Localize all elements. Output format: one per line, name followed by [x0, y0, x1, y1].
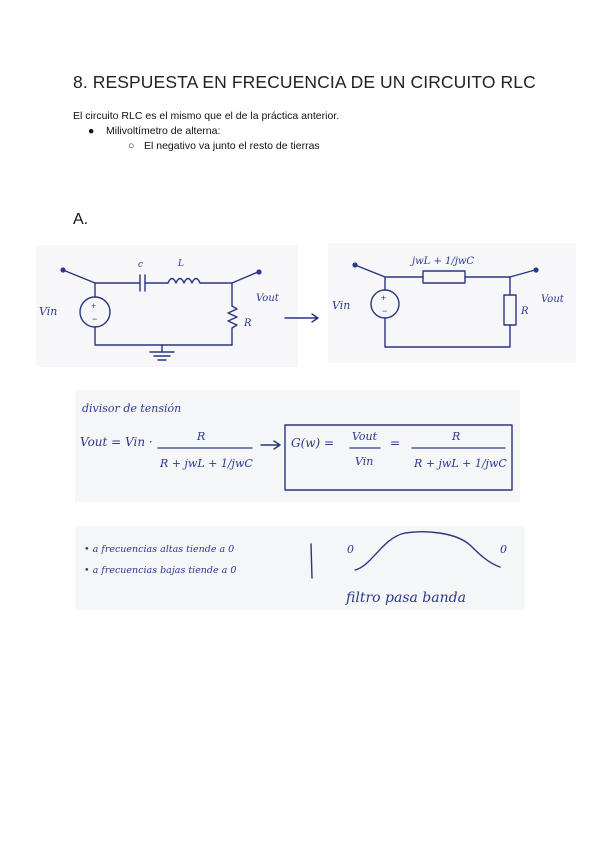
bullet-text: Milivoltímetro de alterna:	[106, 125, 221, 137]
inductor-label: L	[178, 259, 184, 269]
impedance-label: jwL + 1/jwC	[412, 256, 475, 267]
divider-heading: divisor de tensión	[82, 402, 182, 415]
page-title: 8. RESPUESTA EN FRECUENCIA DE UN CIRCUITO RLC	[73, 72, 536, 92]
boxed-eq: =	[390, 436, 401, 450]
curve-left-label: 0	[347, 543, 354, 556]
svg-text:−: −	[92, 314, 98, 324]
capacitor-label: c	[138, 260, 144, 270]
scan-left-circuit	[36, 245, 298, 367]
resistor-label: R	[244, 318, 252, 329]
vin-label: Vin	[39, 305, 58, 318]
boxed-frac2-num: R	[452, 430, 461, 443]
boxed-frac-den: Vin	[355, 455, 374, 468]
boxed-lhs: G(w) =	[291, 436, 335, 450]
divider-stroke	[311, 544, 312, 578]
note-low-freq: • a frecuencias bajas tiende a 0	[84, 565, 237, 576]
vout-label: Vout	[256, 293, 279, 304]
boxed-frac-num: Vout	[352, 430, 378, 443]
equation-left: Vout = Vin ·	[80, 435, 153, 449]
intro-text: El circuito RLC es el mismo que el de la práctica anterior.	[73, 110, 340, 122]
frac1-denominator: R + jwL + 1/jwC	[160, 457, 253, 470]
sub-bullet-marker: ○	[128, 140, 135, 152]
bullet-marker: ●	[88, 125, 95, 137]
section-label: A.	[73, 211, 89, 228]
frac1-numerator: R	[197, 430, 206, 443]
curve-right-label: 0	[500, 543, 507, 556]
vout-label: Vout	[541, 294, 564, 305]
svg-text:+: +	[91, 301, 97, 311]
vin-label: Vin	[332, 299, 351, 312]
boxed-frac2-den: R + jwL + 1/jwC	[414, 457, 507, 470]
sub-bullet-text: El negativo va junto el resto de tierras	[144, 140, 320, 152]
svg-text:+: +	[381, 293, 387, 303]
resistor-label: R	[521, 306, 529, 317]
svg-text:−: −	[382, 306, 388, 316]
note-high-freq: • a frecuencias altas tiende a 0	[84, 544, 235, 555]
filter-label: filtro pasa banda	[346, 590, 466, 606]
